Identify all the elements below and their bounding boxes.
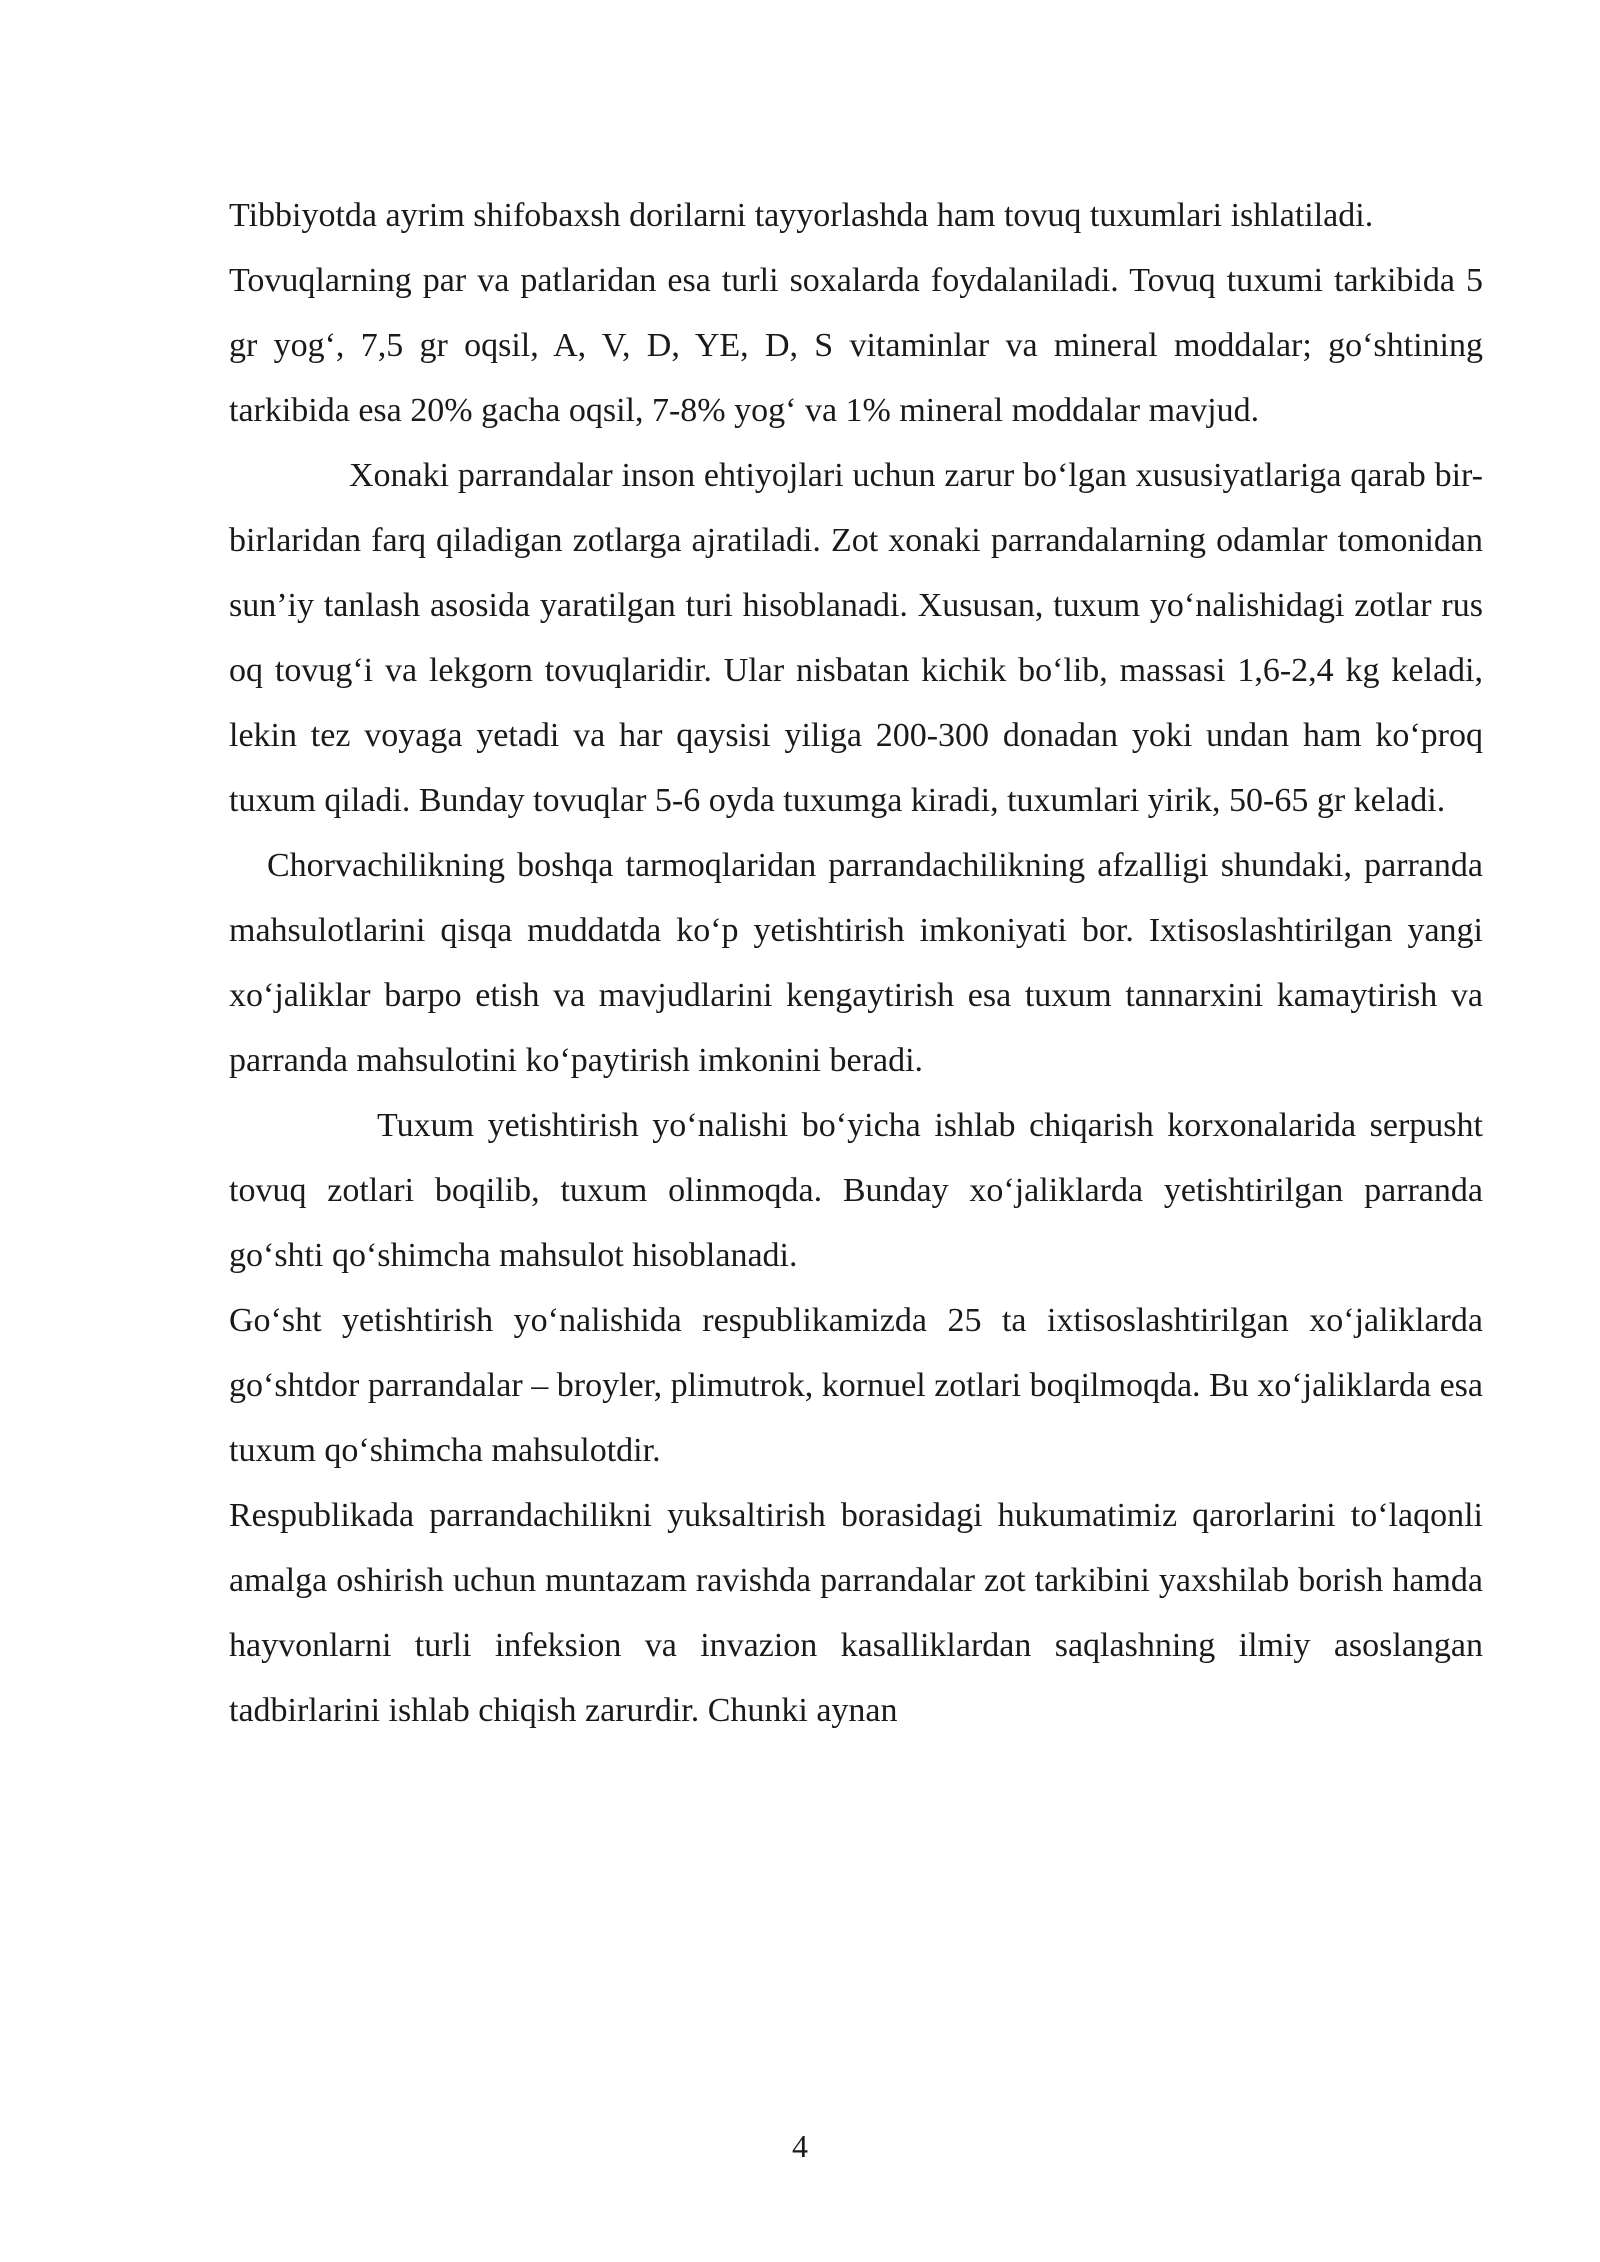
paragraph-6: Go‘sht yetishtirish yo‘nalishida respublikamizda 25 ta ixtisoslashtirilgan xo‘jaliklarda go‘shtdor parrandalar – broyler, plimutrok, kornuel zotlari boqilmoqda. Bu xo‘jaliklarda esa tuxum qo‘shimcha mahsulotdir.: [229, 1302, 1483, 1469]
paragraph-2: Tovuqlarning par va patlaridan esa turli soxalarda foydalaniladi. Tovuq tuxumi tarkibida 5 gr yog‘, 7,5 gr oqsil, A, V, D, YE, D, S vitaminlar va mineral moddalar; go‘shtining tarkibida esa 20% gacha oqsil, 7-8% yog‘ va 1% mineral moddalar mavjud.: [229, 262, 1483, 429]
paragraph-1: Tibbiyotda ayrim shifobaxsh dorilarni tayyorlashda ham tovuq tuxumlari ishlatiladi.: [229, 197, 1374, 234]
paragraph-3: Xonaki parrandalar inson ehtiyojlari uchun zarur bo‘lgan xususiyatlariga qarab bir-birlaridan farq qiladigan zotlarga ajratiladi. Zot xonaki parrandalarning odamlar tomonidan sun’iy tanlash asosida yaratilgan turi hisoblanadi. Xususan, tuxum yo‘nalishidagi zotlar rus oq tovug‘i va lekgorn tovuqlaridir. Ular nisbatan kichik bo‘lib, massasi 1,6-2,4 kg keladi, lekin tez voyaga yetadi va har qaysisi yiliga 200-300 donadan yoki undan ham ko‘proq tuxum qiladi. Bunday tovuqlar 5-6 oyda tuxumga kiradi, tuxumlari yirik, 50-65 gr keladi.: [229, 457, 1483, 819]
paragraph-4: Chorvachilikning boshqa tarmoqlaridan parrandachilikning afzalligi shundaki, parranda mahsulotlarini qisqa muddatda ko‘p yetishtirish imkoniyati bor. Ixtisoslashtirilgan yangi xo‘jaliklar barpo etish va mavjudlarini kengaytirish esa tuxum tannarxini kamaytirish va parranda mahsulotini ko‘paytirish imkonini beradi.: [229, 847, 1483, 1079]
paragraph-5: Tuxum yetishtirish yo‘nalishi bo‘yicha ishlab chiqarish korxonalarida serpusht tovuq zotlari boqilib, tuxum olinmoqda. Bunday xo‘jaliklarda yetishtirilgan parranda go‘shti qo‘shimcha mahsulot hisoblanadi.: [229, 1107, 1483, 1274]
body-text: [229, 183, 1483, 1743]
page-number: 4: [792, 2128, 808, 2164]
paragraph-7: Respublikada parrandachilikni yuksaltirish borasidagi hukumatimiz qarorlarini to‘laqonli amalga oshirish uchun muntazam ravishda parrandalar zot tarkibini yaxshilab borish hamda hayvonlarni turli infeksion va invazion kasalliklardan saqlashning ilmiy asoslangan tadbirlarini ishlab chiqish zarurdir. Chunki aynan: [229, 1497, 1483, 1729]
